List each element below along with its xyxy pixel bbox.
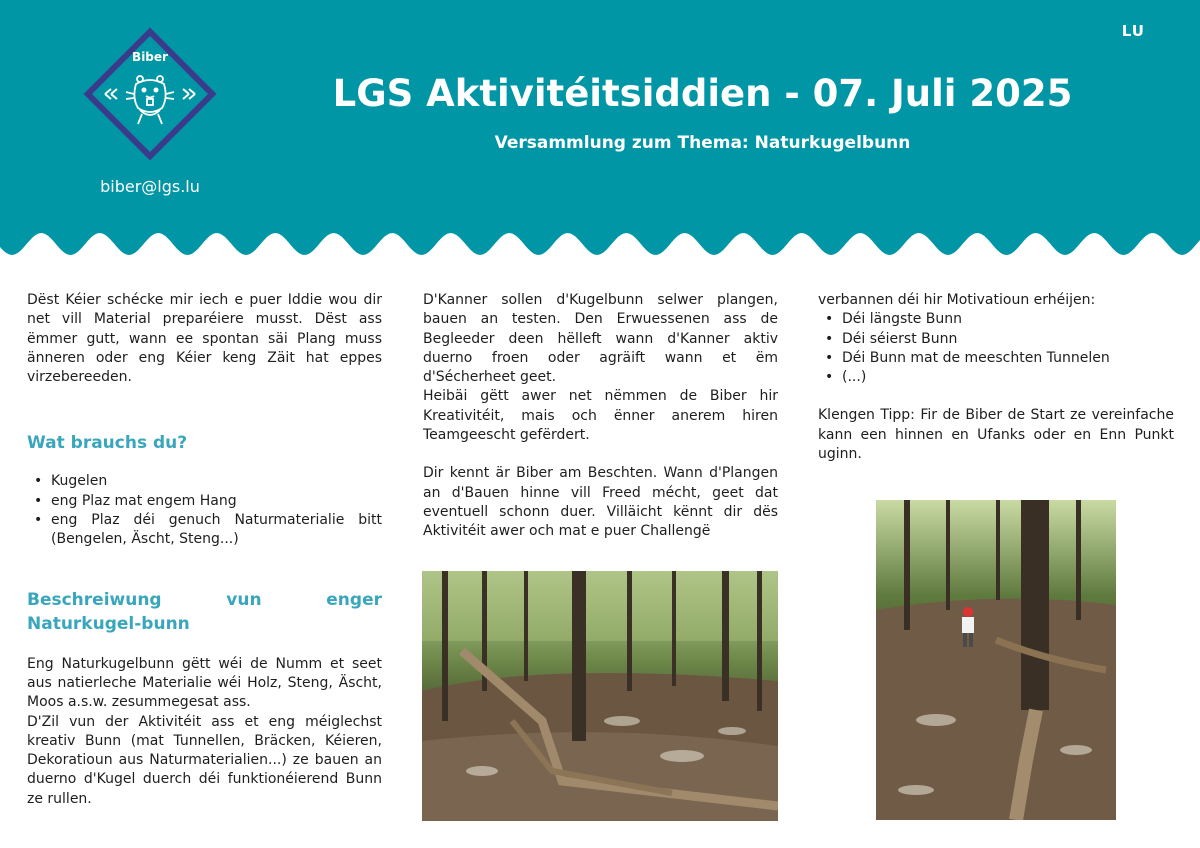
section-heading-description: Beschreiwung vun enger Naturkugel-bunn — [27, 589, 382, 634]
logo-label: Biber — [132, 50, 168, 64]
list-item: • Déi Bunn mat de meeschten Tunnelen — [818, 349, 1174, 368]
list-item: • eng Plaz déi genuch Naturmaterialie bitt (Bengelen, Äscht, Steng...) — [27, 511, 382, 550]
biber-logo — [82, 26, 218, 162]
tip-paragraph: Klengen Tipp: Fir de Biber de Start ze vereinfache kann een hinnen en Ufanks oder en Enn Punkt uginn. — [818, 407, 1174, 463]
intro-paragraph: Dëst Kéier schécke mir iech e puer Iddie wou dir net vill Material preparéiere musst. Dëst ass ëmmer gutt, wann ee spontan säi Plang muss änneren oder eng Kéier keng Zäit hat eppes virzebereeden. — [27, 292, 382, 386]
forest-photo-tall — [876, 500, 1116, 820]
section-heading-needs: Wat brauchs du? — [27, 433, 188, 454]
description-paragraph-2: D'Zil vun der Aktivitéit ass et eng méiglechst kreativ Bunn (mat Tunnellen, Bräcken, Kéieren, Dekoratioun aus Naturmaterialien...) ze bauen an duerno d'Kugel duerch déi funktionéierend Bunn ze rullen. — [27, 713, 382, 807]
column-middle — [423, 291, 778, 542]
list-item: • (...) — [818, 368, 1174, 387]
column-left — [27, 291, 382, 809]
page-title: LGS Aktivitéitsiddien - 07. Juli 2025 — [332, 72, 1073, 115]
paragraph-motivation: verbannen déi hir Motivatioun erhéijen: — [818, 292, 1096, 308]
page-subtitle: Versammlung zum Thema: Naturkugelbunn — [494, 133, 911, 153]
description-paragraph-1: Eng Naturkugelbunn gëtt wéi de Numm et seet aus natierleche Materialie wéi Holz, Steng, Äscht, Moos a.s.w. zesummegesat ass. — [27, 655, 382, 711]
list-item: • Kugelen — [27, 472, 382, 491]
column-right — [818, 291, 1174, 464]
challenge-list — [818, 310, 1174, 387]
contact-email[interactable]: biber@lgs.lu — [100, 177, 200, 196]
list-item: • eng Plaz mat engem Hang — [27, 492, 382, 511]
needs-list — [27, 472, 382, 549]
list-item: • Déi séierst Bunn — [818, 330, 1174, 349]
language-label: LU — [1121, 22, 1145, 40]
paragraph-challenges-intro: Dir kennt är Biber am Beschten. Wann d'Plangen an d'Bauen hinne vill Freed mécht, geet dat eventuell schonn duer. Villäicht kënnt dir dës Aktivitéit awer och mat e puer Challengë — [423, 465, 778, 540]
list-item: • Déi längste Bunn — [818, 310, 1174, 329]
paragraph-planning: D'Kanner sollen d'Kugelbunn selwer plangen, bauen an testen. Den Erwuessenen ass de Begleeder deen hëlleft wann d'Kanner aktiv duerno froen oder agräift wann et ëm d'Sécherheet geet. — [423, 292, 778, 386]
paragraph-creativity: Heibäi gëtt awer net nëmmen de Biber hir Kreativitéit, mais och ënner anerem hiren Teamgeescht gefërdert. — [423, 388, 778, 444]
forest-photo-wide — [422, 571, 778, 821]
